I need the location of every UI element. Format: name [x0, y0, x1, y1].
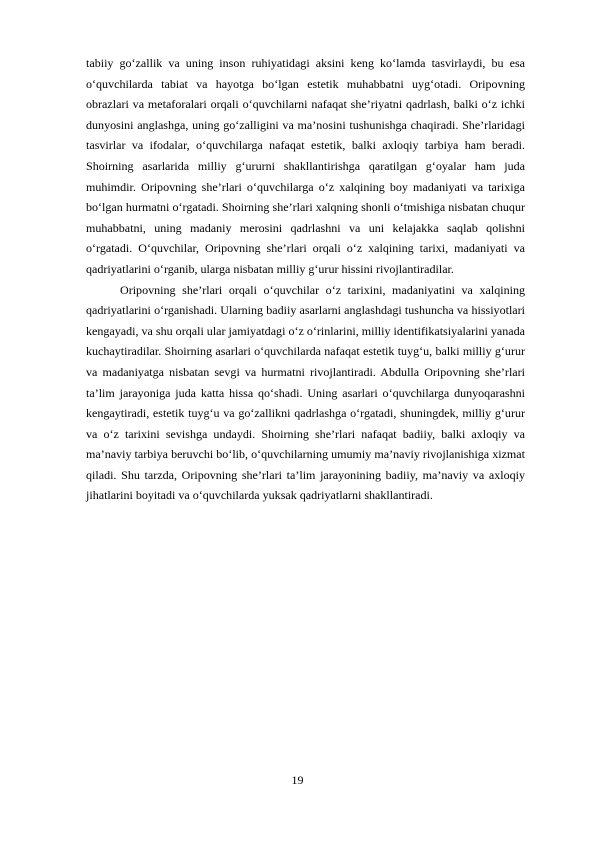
- paragraph-continued: tabiiy go‘zallik va uning inson ruhiyatidagi aksini keng ko‘lamda tasvirlaydi, bu esa o‘quvchilarda tabiat va hayotga bo‘lgan estetik muhabbatni uyg‘otadi. Oripovning obrazlari va metaforalari orqali o‘quvchilarni nafaqat she’riyatni qadrlash, balki o‘z ichki dunyosini anglashga, uning go‘zalligini va ma’nosini tushunishga chaqiradi. She’rlaridagi tasvirlar va ifodalar, o‘quvchilarga nafaqat estetik, balki axloqiy tarbiya ham beradi. Shoirning asarlarida milliy g‘ururni shakllantirishga qaratilgan g‘oyalar ham juda muhimdir. Oripovning she’rlari o‘quvchilarga o‘z xalqining boy madaniyati va tarixiga bo‘lgan hurmatni o‘rgatadi. Shoirning she’rlari xalqning shonli o‘tmishiga nisbatan chuqur muhabbatni, uning madaniy merosini qadrlashni va uni kelajakka saqlab qolishni o‘rgatadi. O‘quvchilar, Oripovning she’rlari orqali o‘z xalqining tarixi, madaniyati va qadriyatlarini o‘rganib, ularga nisbatan milliy g‘urur hissini rivojlantiradilar.: [86, 56, 525, 276]
- paragraph: Oripovning she’rlari orqali o‘quvchilar o‘z tarixini, madaniyatini va xalqining qadriyatlarini o‘rganishadi. Ularning badiiy asarlarni anglashdagi tushuncha va hissiyotlari kengayadi, va shu orqali ular jamiyatdagi o‘z o‘rinlarini, milliy identifikatsiyalarini yanada kuchaytiradilar. Shoirning asarlari o‘quvchilarda nafaqat estetik tuyg‘u, balki milliy g‘urur va madaniyatga nisbatan sevgi va hurmatni rivojlantiradi. Abdulla Oripovning she’rlari ta’lim jarayoniga juda katta hissa qo‘shadi. Uning asarlari o‘quvchilarga dunyoqarashni kengaytiradi, estetik tuyg‘u va go‘zallikni qadrlashga o‘rgatadi, shuningdek, milliy g‘urur va o‘z tarixini sevishga undaydi. Shoirning she’rlari nafaqat badiiy, balki axloqiy va ma’naviy tarbiya beruvchi bo‘lib, o‘quvchilarning umumiy ma’naviy rivojlanishiga xizmat qiladi. Shu tarzda, Oripovning she’rlari ta’lim jarayonining badiiy, ma’naviy va axloqiy jihatlarini boyitadi va o‘quvchilarda yuksak qadriyatlarni shakllantiradi.: [86, 282, 525, 503]
- page-number: 19: [291, 773, 304, 787]
- document-body: [86, 53, 525, 506]
